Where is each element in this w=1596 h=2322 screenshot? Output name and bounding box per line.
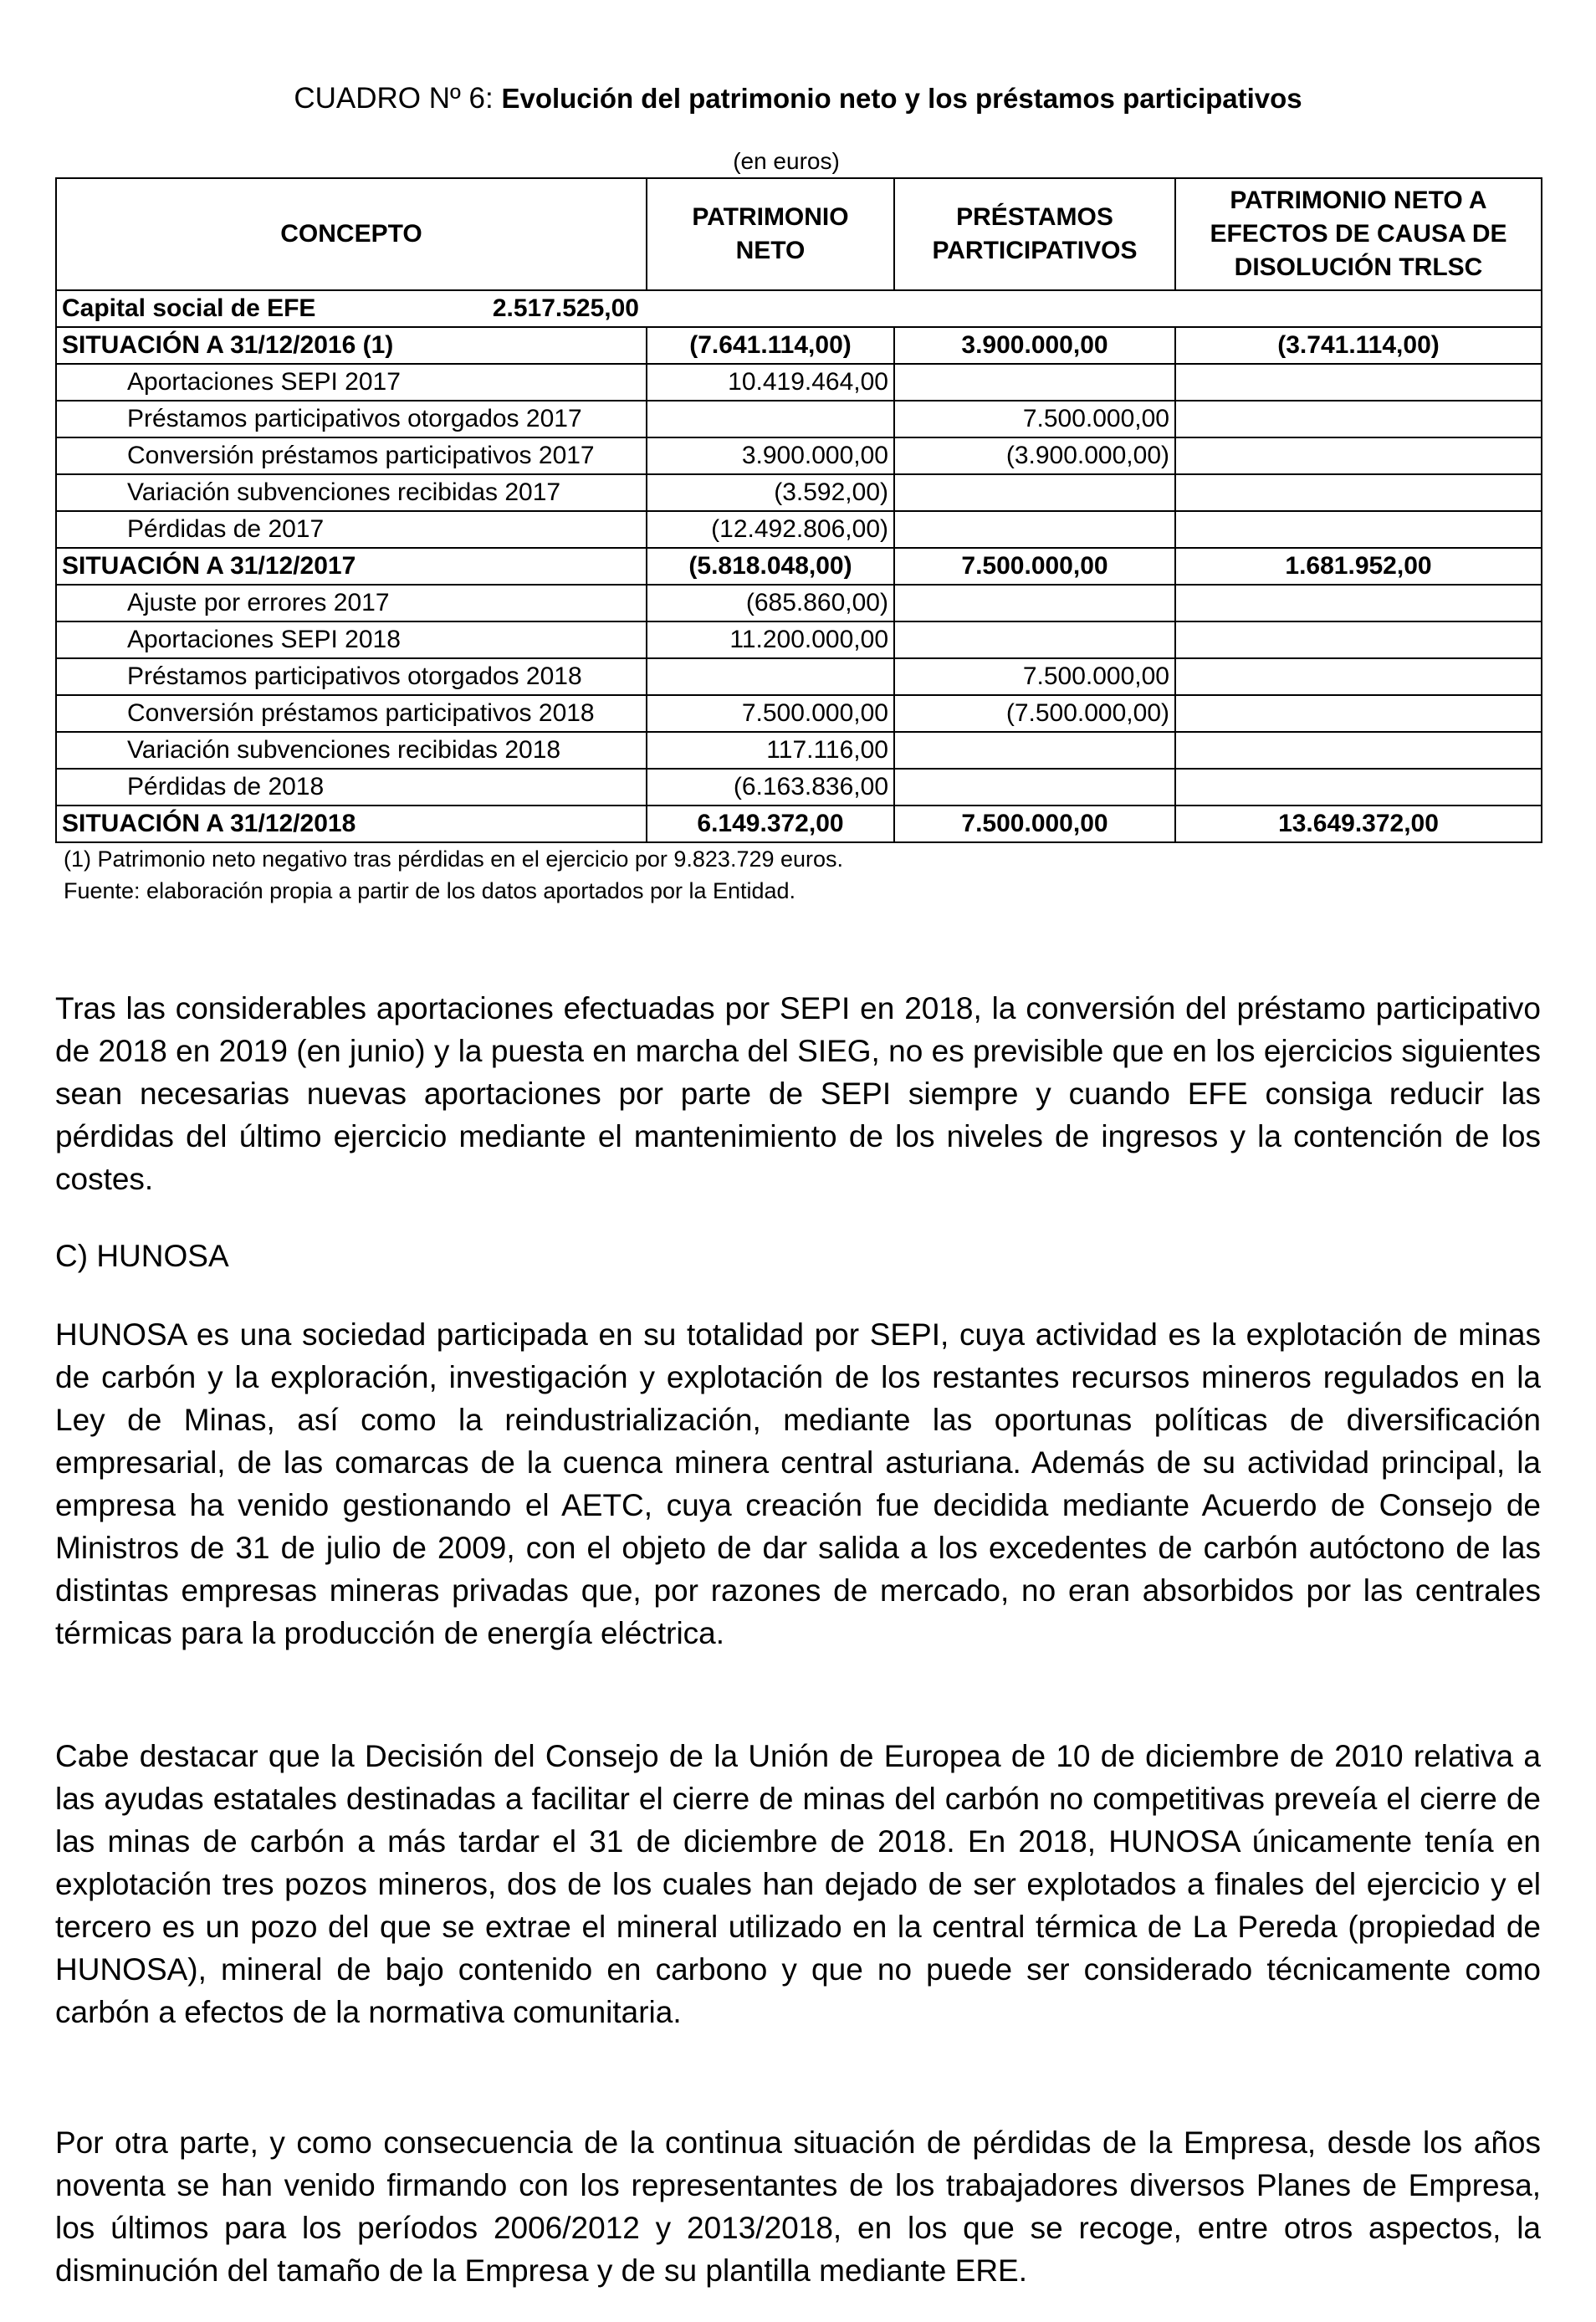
concept-cell: Variación subvenciones recibidas 2018 — [56, 732, 647, 769]
table-row — [56, 621, 1542, 658]
prestamos-cell — [894, 585, 1175, 621]
table-row — [56, 474, 1542, 511]
concept-cell: SITUACIÓN A 31/12/2016 (1) — [56, 327, 647, 364]
patrimonio-disolucion-cell — [1175, 364, 1542, 401]
table-notes — [64, 843, 843, 907]
patrimonio-disolucion-cell: (3.741.114,00) — [1175, 327, 1542, 364]
footnote-1: (1) Patrimonio neto negativo tras pérdidas en el ejercicio por 9.823.729 euros. — [64, 846, 844, 872]
paragraph-efe-outlook: Tras las considerables aportaciones efectuadas por SEPI en 2018, la conversión del préstamo participativo de 2018 en 2019 (en junio) y la puesta en marcha del SIEG, no es previsible que en los ejercicios siguientes sean necesarias nuevas aportaciones por parte de SEPI siempre y cuando EFE consiga reducir las pérdidas del último ejercicio mediante el mantenimiento de los niveles de ingresos y la contención de los costes. — [55, 991, 1541, 1196]
patrimonio-neto-cell: (3.592,00) — [647, 474, 894, 511]
concept-cell: Conversión préstamos participativos 2018 — [56, 695, 647, 732]
patrimonio-disolucion-cell — [1175, 511, 1542, 548]
patrimonio-neto-cell: 6.149.372,00 — [647, 806, 894, 842]
capital-row — [56, 290, 1542, 327]
situation-row — [56, 327, 1542, 364]
concept-cell: Aportaciones SEPI 2017 — [56, 364, 647, 401]
patrimonio-neto-cell: (5.818.048,00) — [647, 548, 894, 585]
patrimonio-disolucion-cell — [1175, 474, 1542, 511]
patrimonio-disolucion-cell: 1.681.952,00 — [1175, 548, 1542, 585]
situation-row — [56, 806, 1542, 842]
paragraph-business-plans: Por otra parte, y como consecuencia de la continua situación de pérdidas de la Empresa, desde los años noventa se han venido firmando con los representantes de los trabajadores diversos Planes de Empresa, los últimos para los períodos 2006/2012 y 2013/2018, en los que se recoge, entre otros aspectos, la disminución del tamaño de la Empresa y de su plantilla mediante ERE. — [55, 2125, 1541, 2288]
patrimonio-neto-cell — [647, 401, 894, 437]
patrimonio-disolucion-cell — [1175, 621, 1542, 658]
header-concepto: CONCEPTO — [56, 178, 647, 290]
concept-cell: SITUACIÓN A 31/12/2018 — [56, 806, 647, 842]
patrimonio-disolucion-cell — [1175, 658, 1542, 695]
table-header-row — [56, 178, 1542, 290]
patrimonio-neto-cell: 3.900.000,00 — [647, 437, 894, 474]
patrimonio-disolucion-cell: 13.649.372,00 — [1175, 806, 1542, 842]
table-row — [56, 732, 1542, 769]
source-note: Fuente: elaboración propia a partir de los datos aportados por la Entidad. — [64, 878, 796, 903]
patrimonio-neto-cell: 10.419.464,00 — [647, 364, 894, 401]
patrimonio-disolucion-cell — [1175, 695, 1542, 732]
table-row — [56, 658, 1542, 695]
prestamos-cell — [894, 769, 1175, 806]
concept-cell: Ajuste por errores 2017 — [56, 585, 647, 621]
patrimonio-neto-cell: (12.492.806,00) — [647, 511, 894, 548]
prestamos-cell: 7.500.000,00 — [894, 548, 1175, 585]
patrimonio-disolucion-cell — [1175, 769, 1542, 806]
header-patrimonio-neto: PATRIMONIO NETO — [647, 178, 894, 290]
prestamos-cell: 3.900.000,00 — [894, 327, 1175, 364]
concept-cell: Aportaciones SEPI 2018 — [56, 621, 647, 658]
concept-cell: Préstamos participativos otorgados 2017 — [56, 401, 647, 437]
table-row — [56, 585, 1542, 621]
concept-cell: Préstamos participativos otorgados 2018 — [56, 658, 647, 695]
patrimonio-neto-cell: (7.641.114,00) — [647, 327, 894, 364]
header-prestamos: PRÉSTAMOS PARTICIPATIVOS — [894, 178, 1175, 290]
concept-cell: SITUACIÓN A 31/12/2017 — [56, 548, 647, 585]
patrimonio-neto-cell: 11.200.000,00 — [647, 621, 894, 658]
patrimonio-disolucion-cell — [1175, 401, 1542, 437]
paragraph-eu-decision: Cabe destacar que la Decisión del Consejo de la Unión de Europea de 10 de diciembre de 2010 relativa a las ayudas estatales destinadas a facilitar el cierre de minas del carbón no competitivas preveía el cierre de las minas de carbón a más tardar el 31 de diciembre de 2018. En 2018, HUNOSA únicamente tenía en explotación tres pozos mineros, dos de los cuales han dejado de ser explotados a finales del ejercicio y el tercero es un pozo del que se extrae el mineral utilizado en la central térmica de La Pereda (propiedad de HUNOSA), mineral de bajo contenido en carbono y que no puede ser considerado técnicamente como carbón a efectos de la normativa comunitaria. — [55, 1739, 1541, 2029]
table-caption: Evolución del patrimonio neto y los préstamos participativos — [501, 83, 1302, 114]
patrimonio-disolucion-cell — [1175, 437, 1542, 474]
table-row — [56, 695, 1542, 732]
prestamos-cell: 7.500.000,00 — [894, 806, 1175, 842]
prestamos-cell — [894, 621, 1175, 658]
section-heading-hunosa: C) HUNOSA — [55, 1239, 229, 1273]
prestamos-cell — [894, 511, 1175, 548]
situation-row — [56, 548, 1542, 585]
prestamos-cell: 7.500.000,00 — [894, 658, 1175, 695]
equity-table — [55, 177, 1542, 843]
capital-label: Capital social de EFE — [62, 294, 316, 322]
concept-cell: Conversión préstamos participativos 2017 — [56, 437, 647, 474]
prestamos-cell — [894, 732, 1175, 769]
table-row — [56, 511, 1542, 548]
table-row — [56, 769, 1542, 806]
paragraph-hunosa-activity: HUNOSA es una sociedad participada en su totalidad por SEPI, cuya actividad es la explotación de minas de carbón y la exploración, investigación y explotación de los restantes recursos mineros regulados en la Ley de Minas, así como la reindustrialización, mediante las oportunas políticas de diversificación empresarial, de las comarcas de la cuenca minera central asturiana. Además de su actividad principal, la empresa ha venido gestionando el AETC, cuya creación fue decidida mediante Acuerdo de Consejo de Ministros de 31 de julio de 2009, con el objeto de dar salida a los excedentes de carbón autóctono de las distintas empresas mineras privadas que, por razones de mercado, no eran absorbidos por las centrales térmicas para la producción de energía eléctrica. — [55, 1317, 1541, 1650]
table-row — [56, 401, 1542, 437]
patrimonio-neto-cell: (685.860,00) — [647, 585, 894, 621]
table-title — [0, 80, 1596, 117]
prestamos-cell: (3.900.000,00) — [894, 437, 1175, 474]
concept-cell: Pérdidas de 2017 — [56, 511, 647, 548]
capital-cell — [56, 290, 1542, 327]
patrimonio-neto-cell: (6.163.836,00 — [647, 769, 894, 806]
prestamos-cell — [894, 364, 1175, 401]
prestamos-cell: 7.500.000,00 — [894, 401, 1175, 437]
table-row — [56, 437, 1542, 474]
patrimonio-neto-cell: 117.116,00 — [647, 732, 894, 769]
prestamos-cell: (7.500.000,00) — [894, 695, 1175, 732]
table-body — [56, 290, 1542, 842]
patrimonio-neto-cell: 7.500.000,00 — [647, 695, 894, 732]
capital-value: 2.517.525,00 — [492, 294, 639, 322]
concept-cell: Variación subvenciones recibidas 2017 — [56, 474, 647, 511]
header-patrimonio-disolucion: PATRIMONIO NETO A EFECTOS DE CAUSA DE DISOLUCIÓN TRLSC — [1175, 178, 1542, 290]
patrimonio-disolucion-cell — [1175, 732, 1542, 769]
prestamos-cell — [894, 474, 1175, 511]
units-note: (en euros) — [733, 148, 840, 174]
patrimonio-neto-cell — [647, 658, 894, 695]
table-row — [56, 364, 1542, 401]
concept-cell: Pérdidas de 2018 — [56, 769, 647, 806]
table-number: CUADRO Nº 6: — [294, 82, 494, 115]
patrimonio-disolucion-cell — [1175, 585, 1542, 621]
